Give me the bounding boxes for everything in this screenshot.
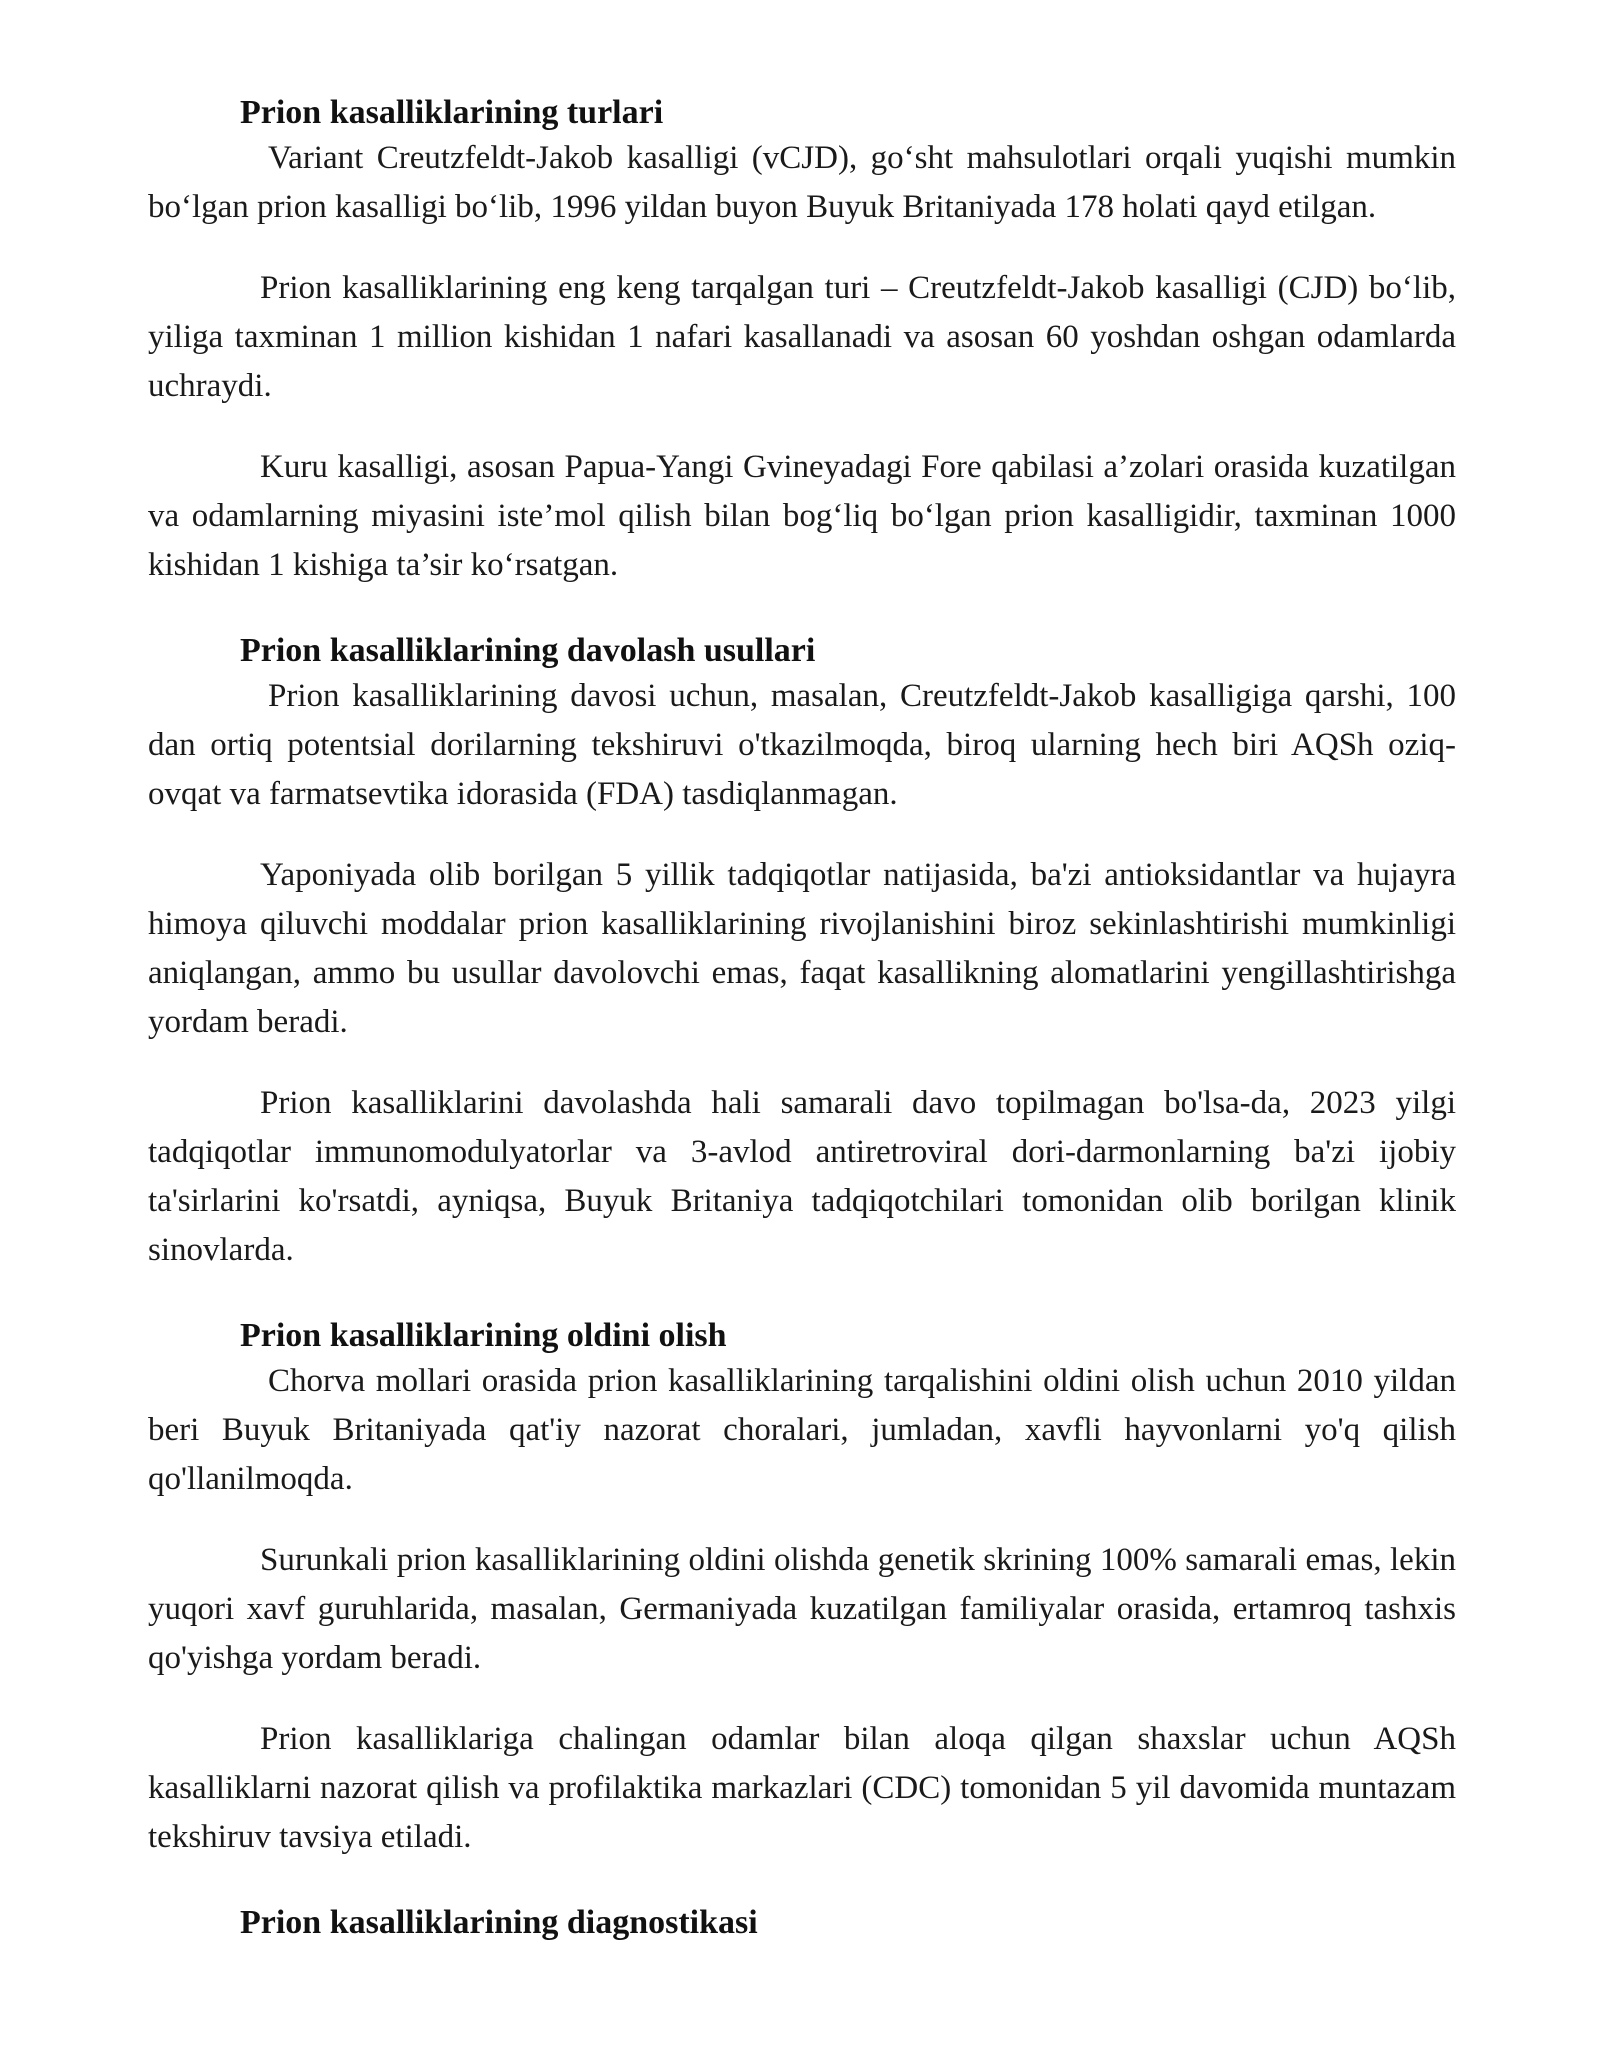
section-treatment bbox=[148, 630, 1456, 1275]
document-page bbox=[148, 92, 1456, 1984]
paragraph: Yaponiyada olib borilgan 5 yillik tadqiqotlar natijasida, ba'zi antioksidantlar va hujayra himoya qiluvchi moddalar prion kasalliklarining rivojlanishini biroz sekinlashtirishi mumkinligi aniqlangan, ammo bu usullar davolovchi emas, faqat kasallikning alomatlarini yengillashtirishga yordam beradi. bbox=[148, 857, 1456, 1040]
section-prevention bbox=[148, 1315, 1456, 1862]
paragraph: Prion kasalliklarining davosi uchun, masalan, Creutzfeldt-Jakob kasalligiga qarshi, 100 dan ortiq potentsial dorilarning tekshiruvi o'tkazilmoqda, biroq ularning hech biri AQSh oziq-ovqat va farmatsevtika idorasida (FDA) tasdiqlanmagan. bbox=[148, 678, 1456, 812]
paragraph: Prion kasalliklarini davolashda hali samarali davo topilmagan bo'lsa-da, 2023 yilgi tadqiqotlar immunomodulyatorlar va 3-avlod antiretroviral dori-darmonlarning ba'zi ijobiy ta'sirlarini ko'rsatdi, ayniqsa, Buyuk Britaniya tadqiqotchilari tomonidan olib borilgan klinik sinovlarda. bbox=[148, 1085, 1456, 1268]
section-heading: Prion kasalliklarining davolash usullari bbox=[240, 632, 816, 669]
section-heading: Prion kasalliklarining turlari bbox=[240, 94, 664, 131]
paragraph: Prion kasalliklariga chalingan odamlar bilan aloqa qilgan shaxslar uchun AQSh kasalliklarni nazorat qilish va profilaktika markazlari (CDC) tomonidan 5 yil davomida muntazam tekshiruv tavsiya etiladi. bbox=[148, 1721, 1456, 1855]
section-heading: Prion kasalliklarining diagnostikasi bbox=[240, 1904, 758, 1941]
section-diagnostics bbox=[148, 1902, 1456, 1944]
paragraph: Surunkali prion kasalliklarining oldini olishda genetik skrining 100% samarali emas, lekin yuqori xavf guruhlarida, masalan, Germaniyada kuzatilgan familiyalar orasida, ertamroq tashxis qo'yishga yordam beradi. bbox=[148, 1542, 1456, 1676]
section-types bbox=[148, 92, 1456, 590]
paragraph: Prion kasalliklarining eng keng tarqalgan turi – Creutzfeldt-Jakob kasalligi (CJD) bo‘lib, yiliga taxminan 1 million kishidan 1 nafari kasallanadi va asosan 60 yoshdan oshgan odamlarda uchraydi. bbox=[148, 270, 1456, 404]
paragraph: Chorva mollari orasida prion kasalliklarining tarqalishini oldini olish uchun 2010 yildan beri Buyuk Britaniyada qat'iy nazorat choralari, jumladan, xavfli hayvonlarni yo'q qilish qo'llanilmoqda. bbox=[148, 1363, 1456, 1497]
section-heading: Prion kasalliklarining oldini olish bbox=[240, 1317, 727, 1354]
paragraph: Variant Creutzfeldt-Jakob kasalligi (vCJD), go‘sht mahsulotlari orqali yuqishi mumkin bo‘lgan prion kasalligi bo‘lib, 1996 yildan buyon Buyuk Britaniyada 178 holati qayd etilgan. bbox=[148, 140, 1456, 225]
paragraph: Kuru kasalligi, asosan Papua-Yangi Gvineyadagi Fore qabilasi a’zolari orasida kuzatilgan va odamlarning miyasini iste’mol qilish bilan bog‘liq bo‘lgan prion kasalligidir, taxminan 1000 kishidan 1 kishiga ta’sir ko‘rsatgan. bbox=[148, 449, 1456, 583]
